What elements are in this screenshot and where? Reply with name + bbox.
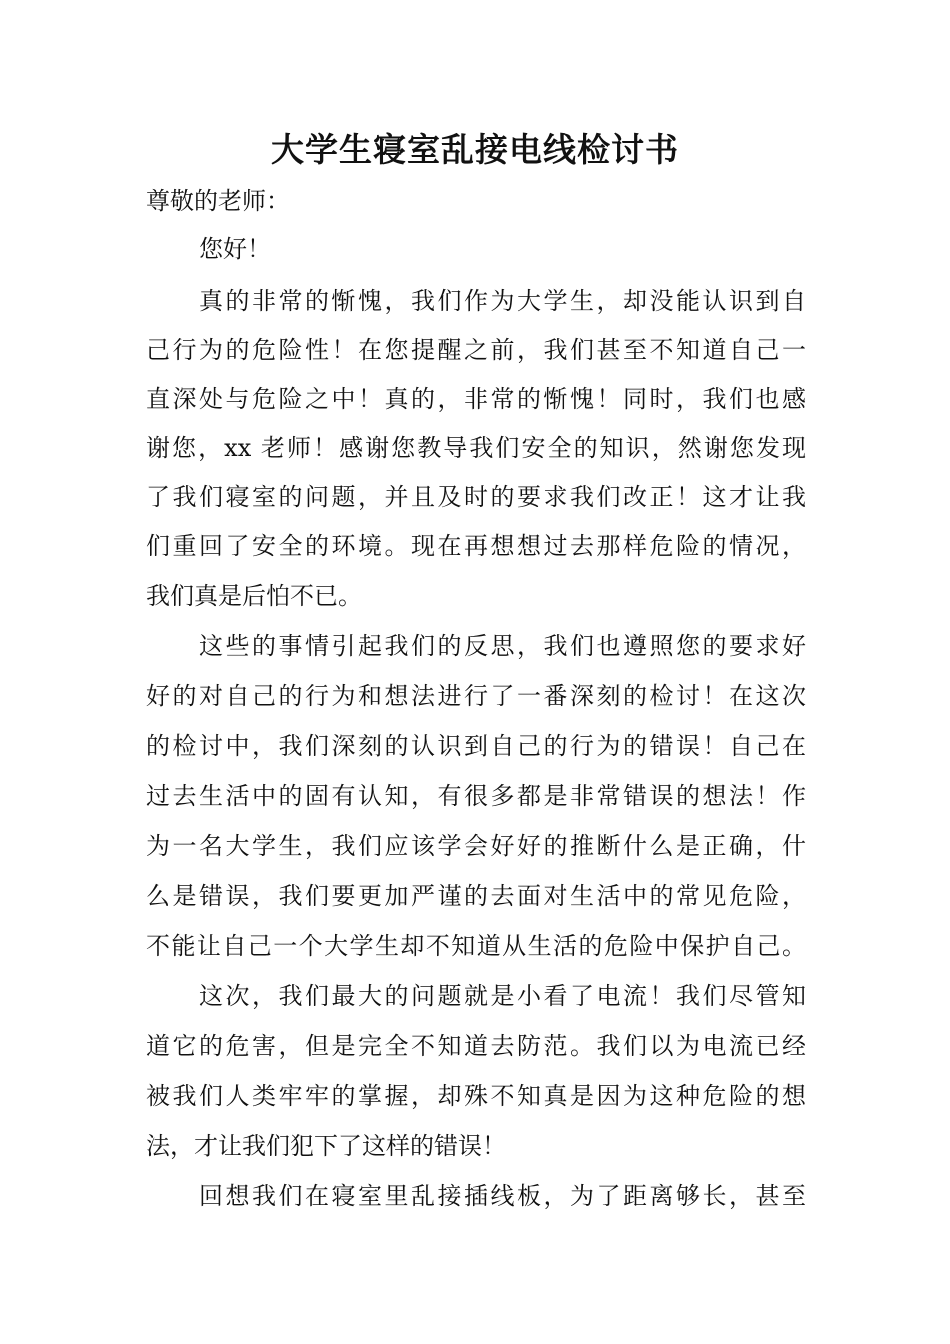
paragraph-2-line-6: 么是错误，我们要更加严谨的去面对生活中的常见危险， xyxy=(146,882,806,910)
paragraph-2-line-5: 为一名大学生，我们应该学会好好的推断什么是正确，什 xyxy=(146,832,806,860)
paragraph-3-line-2: 道它的危害，但是完全不知道去防范。我们以为电流已经 xyxy=(146,1032,806,1060)
greeting: 您好！ xyxy=(199,235,271,263)
document-title: 大学生寝室乱接电线检讨书 xyxy=(271,130,679,169)
paragraph-3-line-3: 被我们人类牢牢的掌握，却殊不知真是因为这种危险的想 xyxy=(146,1082,806,1110)
paragraph-3-line-1: 这次，我们最大的问题就是小看了电流！我们尽管知 xyxy=(199,982,806,1010)
paragraph-1-line-3: 直深处与危险之中！真的，非常的惭愧！同时，我们也感 xyxy=(146,385,806,413)
paragraph-1-line-7: 我们真是后怕不已。 xyxy=(146,582,362,610)
paragraph-1-line-6: 们重回了安全的环境。现在再想想过去那样危险的情况， xyxy=(146,532,806,560)
paragraph-2-line-2: 好的对自己的行为和想法进行了一番深刻的检讨！在这次 xyxy=(146,682,806,710)
paragraph-2-line-1: 这些的事情引起我们的反思，我们也遵照您的要求好 xyxy=(199,632,806,660)
paragraph-2-line-3: 的检讨中，我们深刻的认识到自己的行为的错误！自己在 xyxy=(146,732,806,760)
paragraph-4-line-1: 回想我们在寝室里乱接插线板，为了距离够长，甚至 xyxy=(199,1182,806,1210)
paragraph-3-line-4: 法，才让我们犯下了这样的错误！ xyxy=(146,1132,506,1160)
paragraph-2-line-7: 不能让自己一个大学生却不知道从生活的危险中保护自己。 xyxy=(146,932,806,960)
paragraph-2-line-4: 过去生活中的固有认知，有很多都是非常错误的想法！作 xyxy=(146,782,806,810)
paragraph-1-line-2: 己行为的危险性！在您提醒之前，我们甚至不知道自己一 xyxy=(146,336,806,364)
paragraph-1-line-1: 真的非常的惭愧，我们作为大学生，却没能认识到自 xyxy=(199,287,806,315)
paragraph-1-line-5: 了我们寝室的问题，并且及时的要求我们改正！这才让我 xyxy=(146,483,806,511)
salutation: 尊敬的老师： xyxy=(146,187,290,215)
paragraph-1-line-4: 谢您，xx 老师！感谢您教导我们安全的知识，然谢您发现 xyxy=(146,434,806,462)
